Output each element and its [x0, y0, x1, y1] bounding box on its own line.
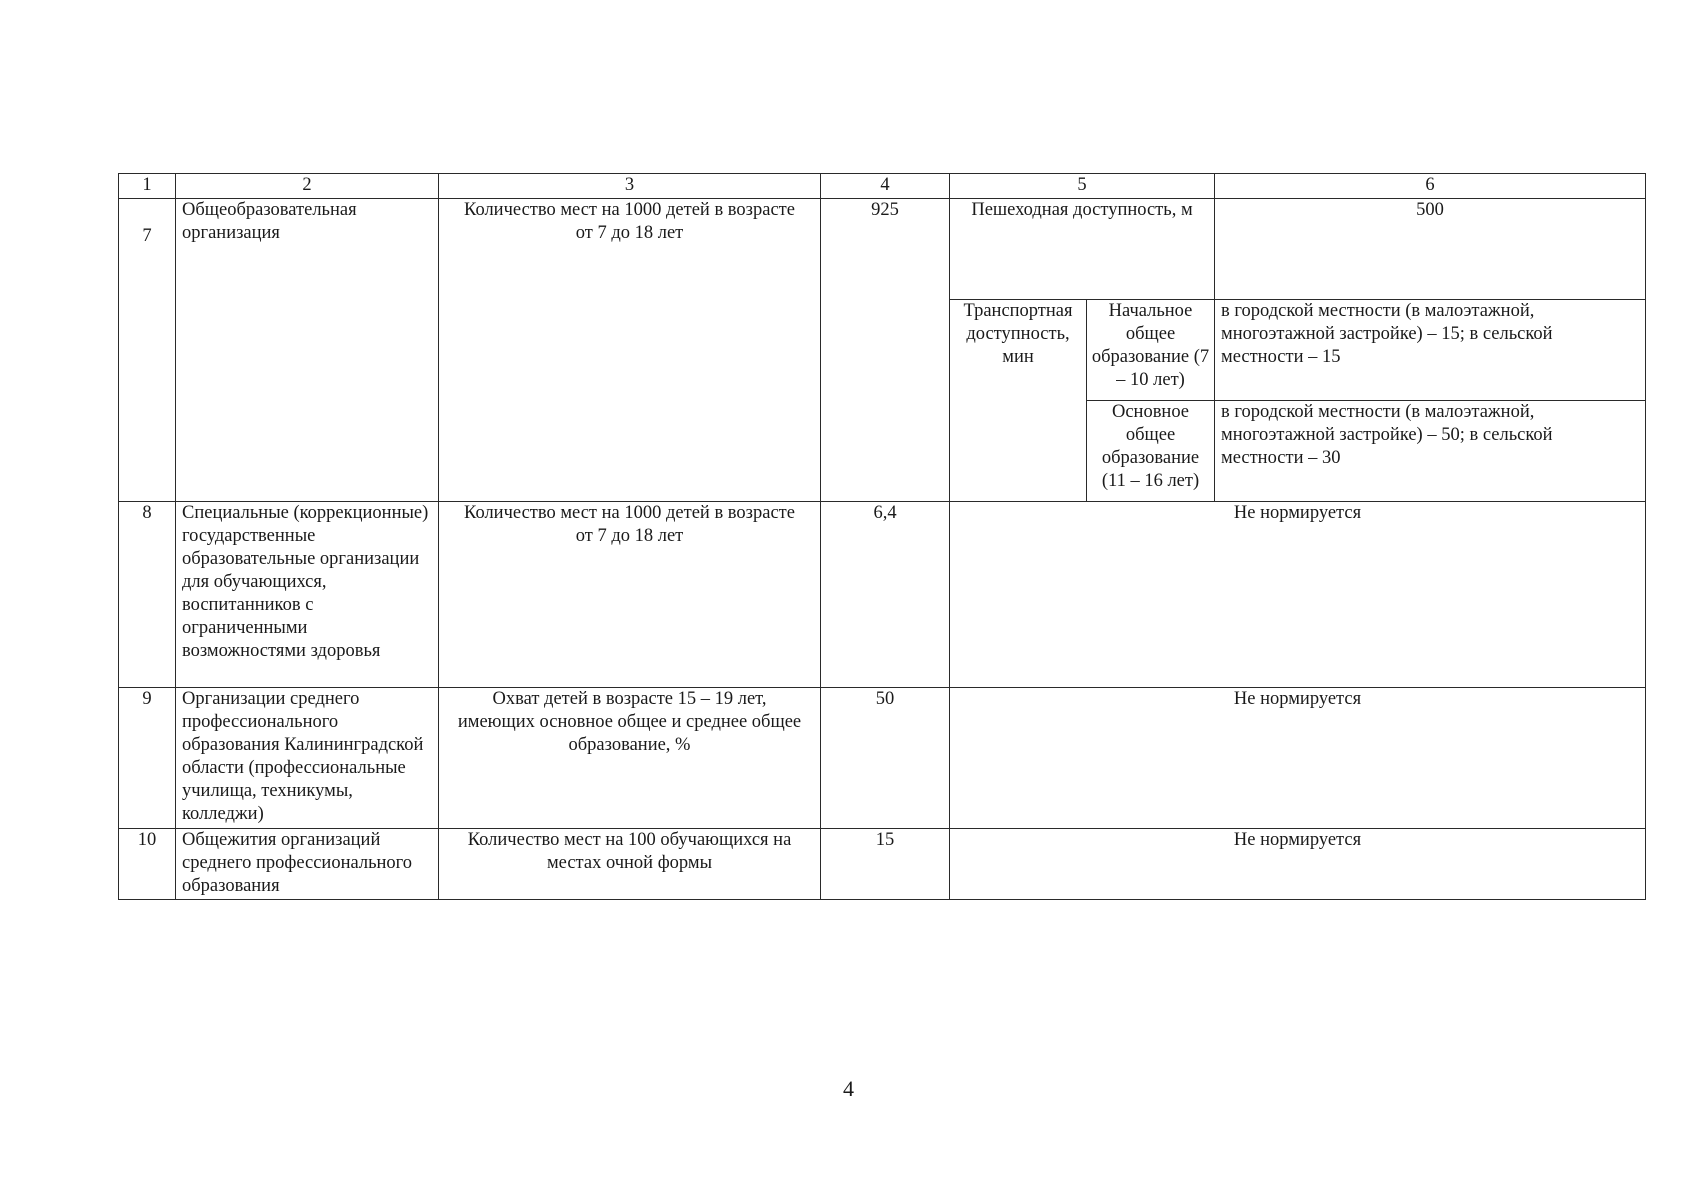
primary-education-label: Начальное общее образование (7 – 10 лет) — [1087, 300, 1215, 401]
row-number: 7 — [119, 199, 176, 502]
norms-table — [118, 173, 1646, 900]
indicator-text: Количество мест на 100 обучающихся на местах очной формы — [439, 829, 821, 900]
header-cell-4: 4 — [821, 174, 950, 199]
basic-education-value: в городской местности (в малоэтажной, многоэтажной застройке) – 50; в сельской местности – 30 — [1215, 401, 1646, 502]
walk-access-label: Пешеходная доступность, м — [950, 199, 1215, 300]
facility-name: Общежития организаций среднего профессионального образования — [176, 829, 439, 900]
table-row-8 — [119, 502, 1646, 688]
access-value: Не нормируется — [950, 502, 1646, 688]
norm-value: 50 — [821, 688, 950, 829]
facility-name: Общеобразовательная организация — [176, 199, 439, 502]
page-number: 4 — [843, 1076, 854, 1101]
norm-value: 6,4 — [821, 502, 950, 688]
norm-value: 925 — [821, 199, 950, 502]
norm-value: 15 — [821, 829, 950, 900]
access-value: Не нормируется — [950, 688, 1646, 829]
access-value: Не нормируется — [950, 829, 1646, 900]
table-row-10 — [119, 829, 1646, 900]
header-row — [119, 174, 1646, 199]
header-cell-2: 2 — [176, 174, 439, 199]
indicator-text: Охват детей в возрасте 15 – 19 лет, имеющих основное общее и среднее общее образование, % — [439, 688, 821, 829]
walk-access-value: 500 — [1215, 199, 1646, 300]
header-cell-5: 5 — [950, 174, 1215, 199]
header-cell-3: 3 — [439, 174, 821, 199]
transport-access-label: Транспортная доступность, мин — [950, 300, 1087, 502]
header-cell-1: 1 — [119, 174, 176, 199]
row-number: 10 — [119, 829, 176, 900]
indicator-text: Количество мест на 1000 детей в возрасте от 7 до 18 лет — [439, 199, 821, 502]
facility-name: Специальные (коррекционные) государственные образовательные организации для обучающихся, воспитанников с ограниченными возможностями здоровья — [176, 502, 439, 688]
row-number: 9 — [119, 688, 176, 829]
primary-education-value: в городской местности (в малоэтажной, многоэтажной застройке) – 15; в сельской местности – 15 — [1215, 300, 1646, 401]
basic-education-label: Основное общее образование (11 – 16 лет) — [1087, 401, 1215, 502]
header-cell-6: 6 — [1215, 174, 1646, 199]
table-row-9 — [119, 688, 1646, 829]
facility-name: Организации среднего профессионального образования Калининградской области (профессиональные училища, техникумы, колледжи) — [176, 688, 439, 829]
table-row-7 — [119, 199, 1646, 300]
indicator-text: Количество мест на 1000 детей в возрасте от 7 до 18 лет — [439, 502, 821, 688]
row-number: 8 — [119, 502, 176, 688]
